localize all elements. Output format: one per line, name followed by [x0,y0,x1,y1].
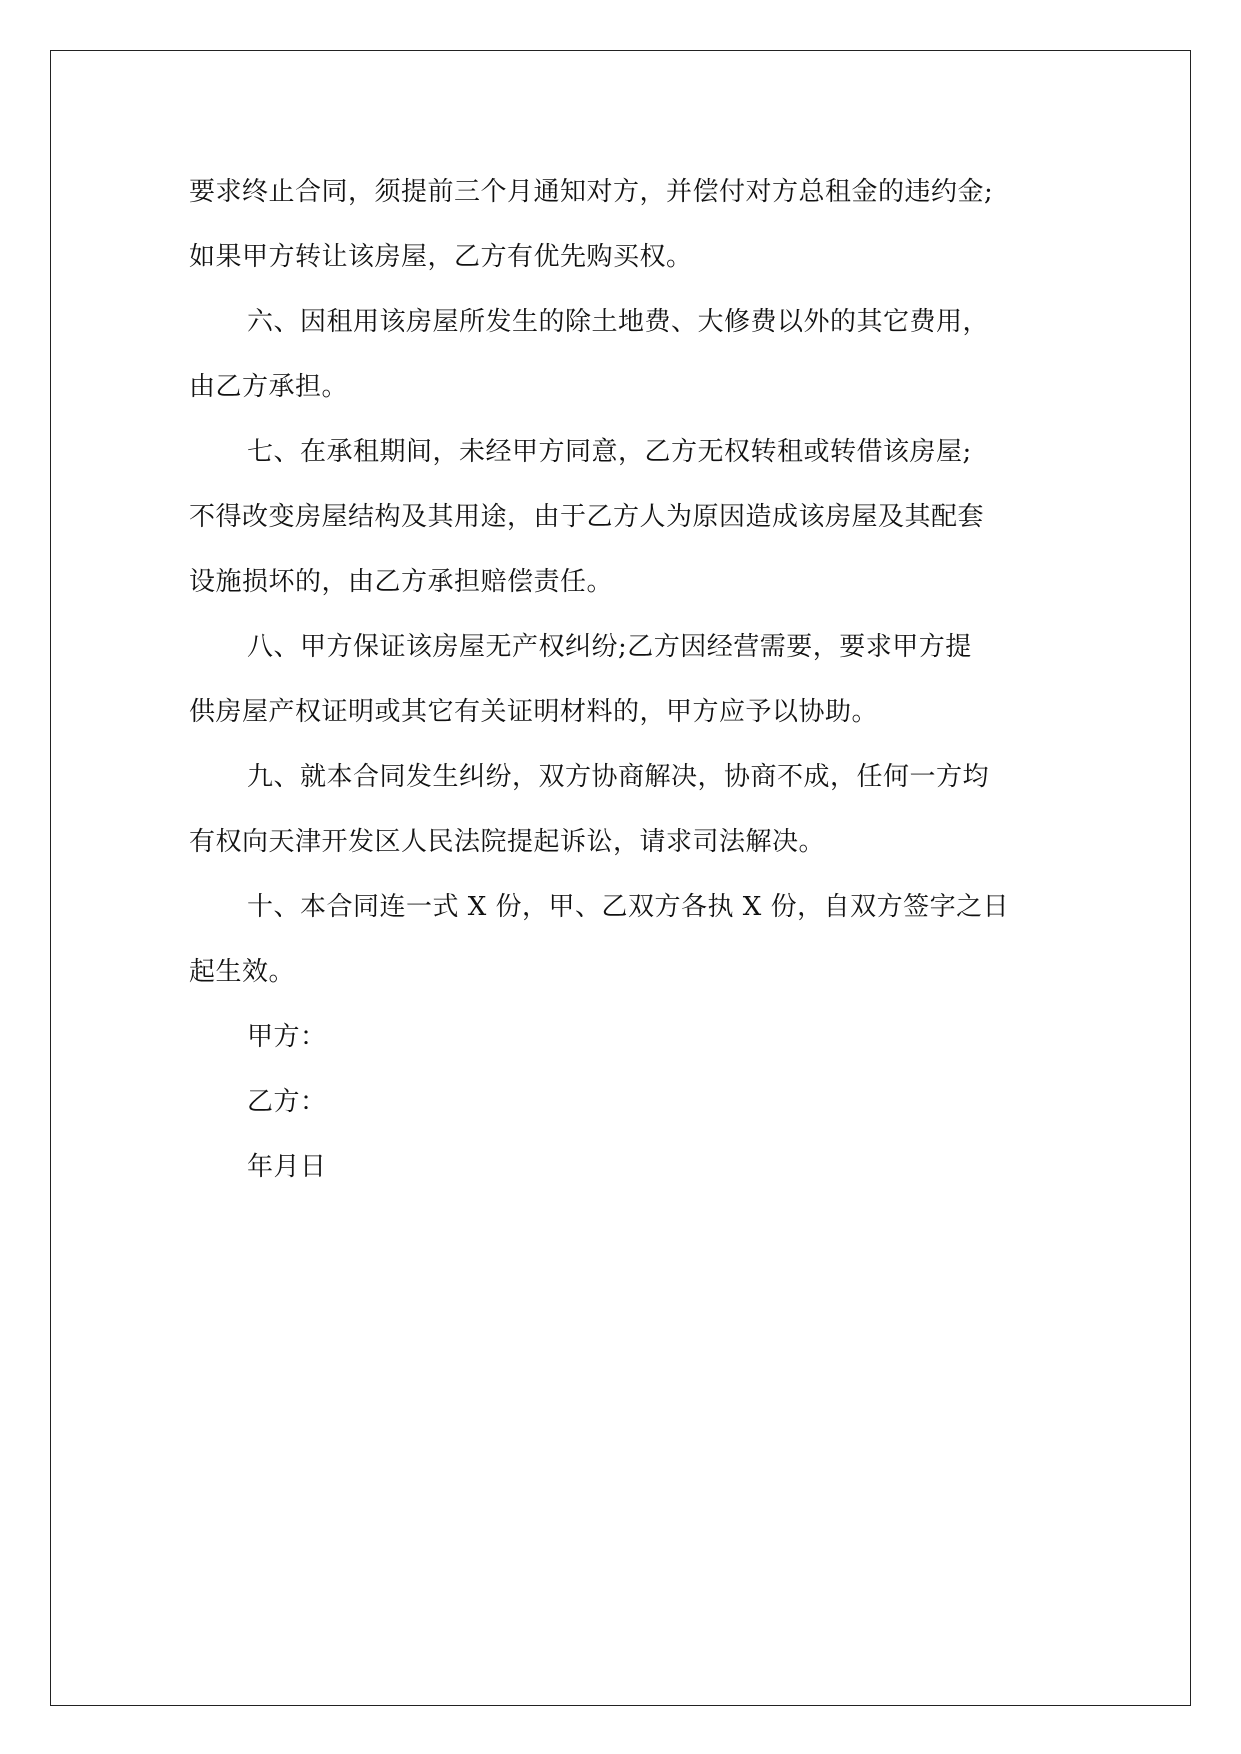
contract-line: 如果甲方转让该房屋，乙方有优先购买权。 [189,242,693,272]
document-body [189,160,1059,1200]
signature-date: 年月日 [247,1152,327,1182]
contract-line: 设施损坏的，由乙方承担赔偿责任。 [189,567,614,597]
clause-ten: 十、本合同连一式 X 份，甲、乙双方各执 X 份，自双方签字之日 [247,892,1010,922]
signature-party-a: 甲方： [247,1022,327,1052]
clause-six: 六、因租用该房屋所发生的除土地费、大修费以外的其它费用， [247,307,990,337]
clause-nine: 九、就本合同发生纠纷，双方协商解决，协商不成，任何一方均 [247,762,990,792]
signature-party-b: 乙方： [247,1087,327,1117]
contract-line: 要求终止合同，须提前三个月通知对方，并偿付对方总租金的违约金; [189,177,994,207]
contract-line: 有权向天津开发区人民法院提起诉讼，请求司法解决。 [189,827,826,857]
contract-line: 供房屋产权证明或其它有关证明材料的，甲方应予以协助。 [189,697,879,727]
clause-seven: 七、在承租期间，未经甲方同意，乙方无权转租或转借该房屋; [247,437,972,467]
contract-line: 由乙方承担。 [189,372,349,402]
contract-line: 起生效。 [189,957,296,987]
contract-line: 不得改变房屋结构及其用途，由于乙方人为原因造成该房屋及其配套 [189,502,985,532]
clause-eight: 八、甲方保证该房屋无产权纠纷;乙方因经营需要，要求甲方提 [247,632,972,662]
